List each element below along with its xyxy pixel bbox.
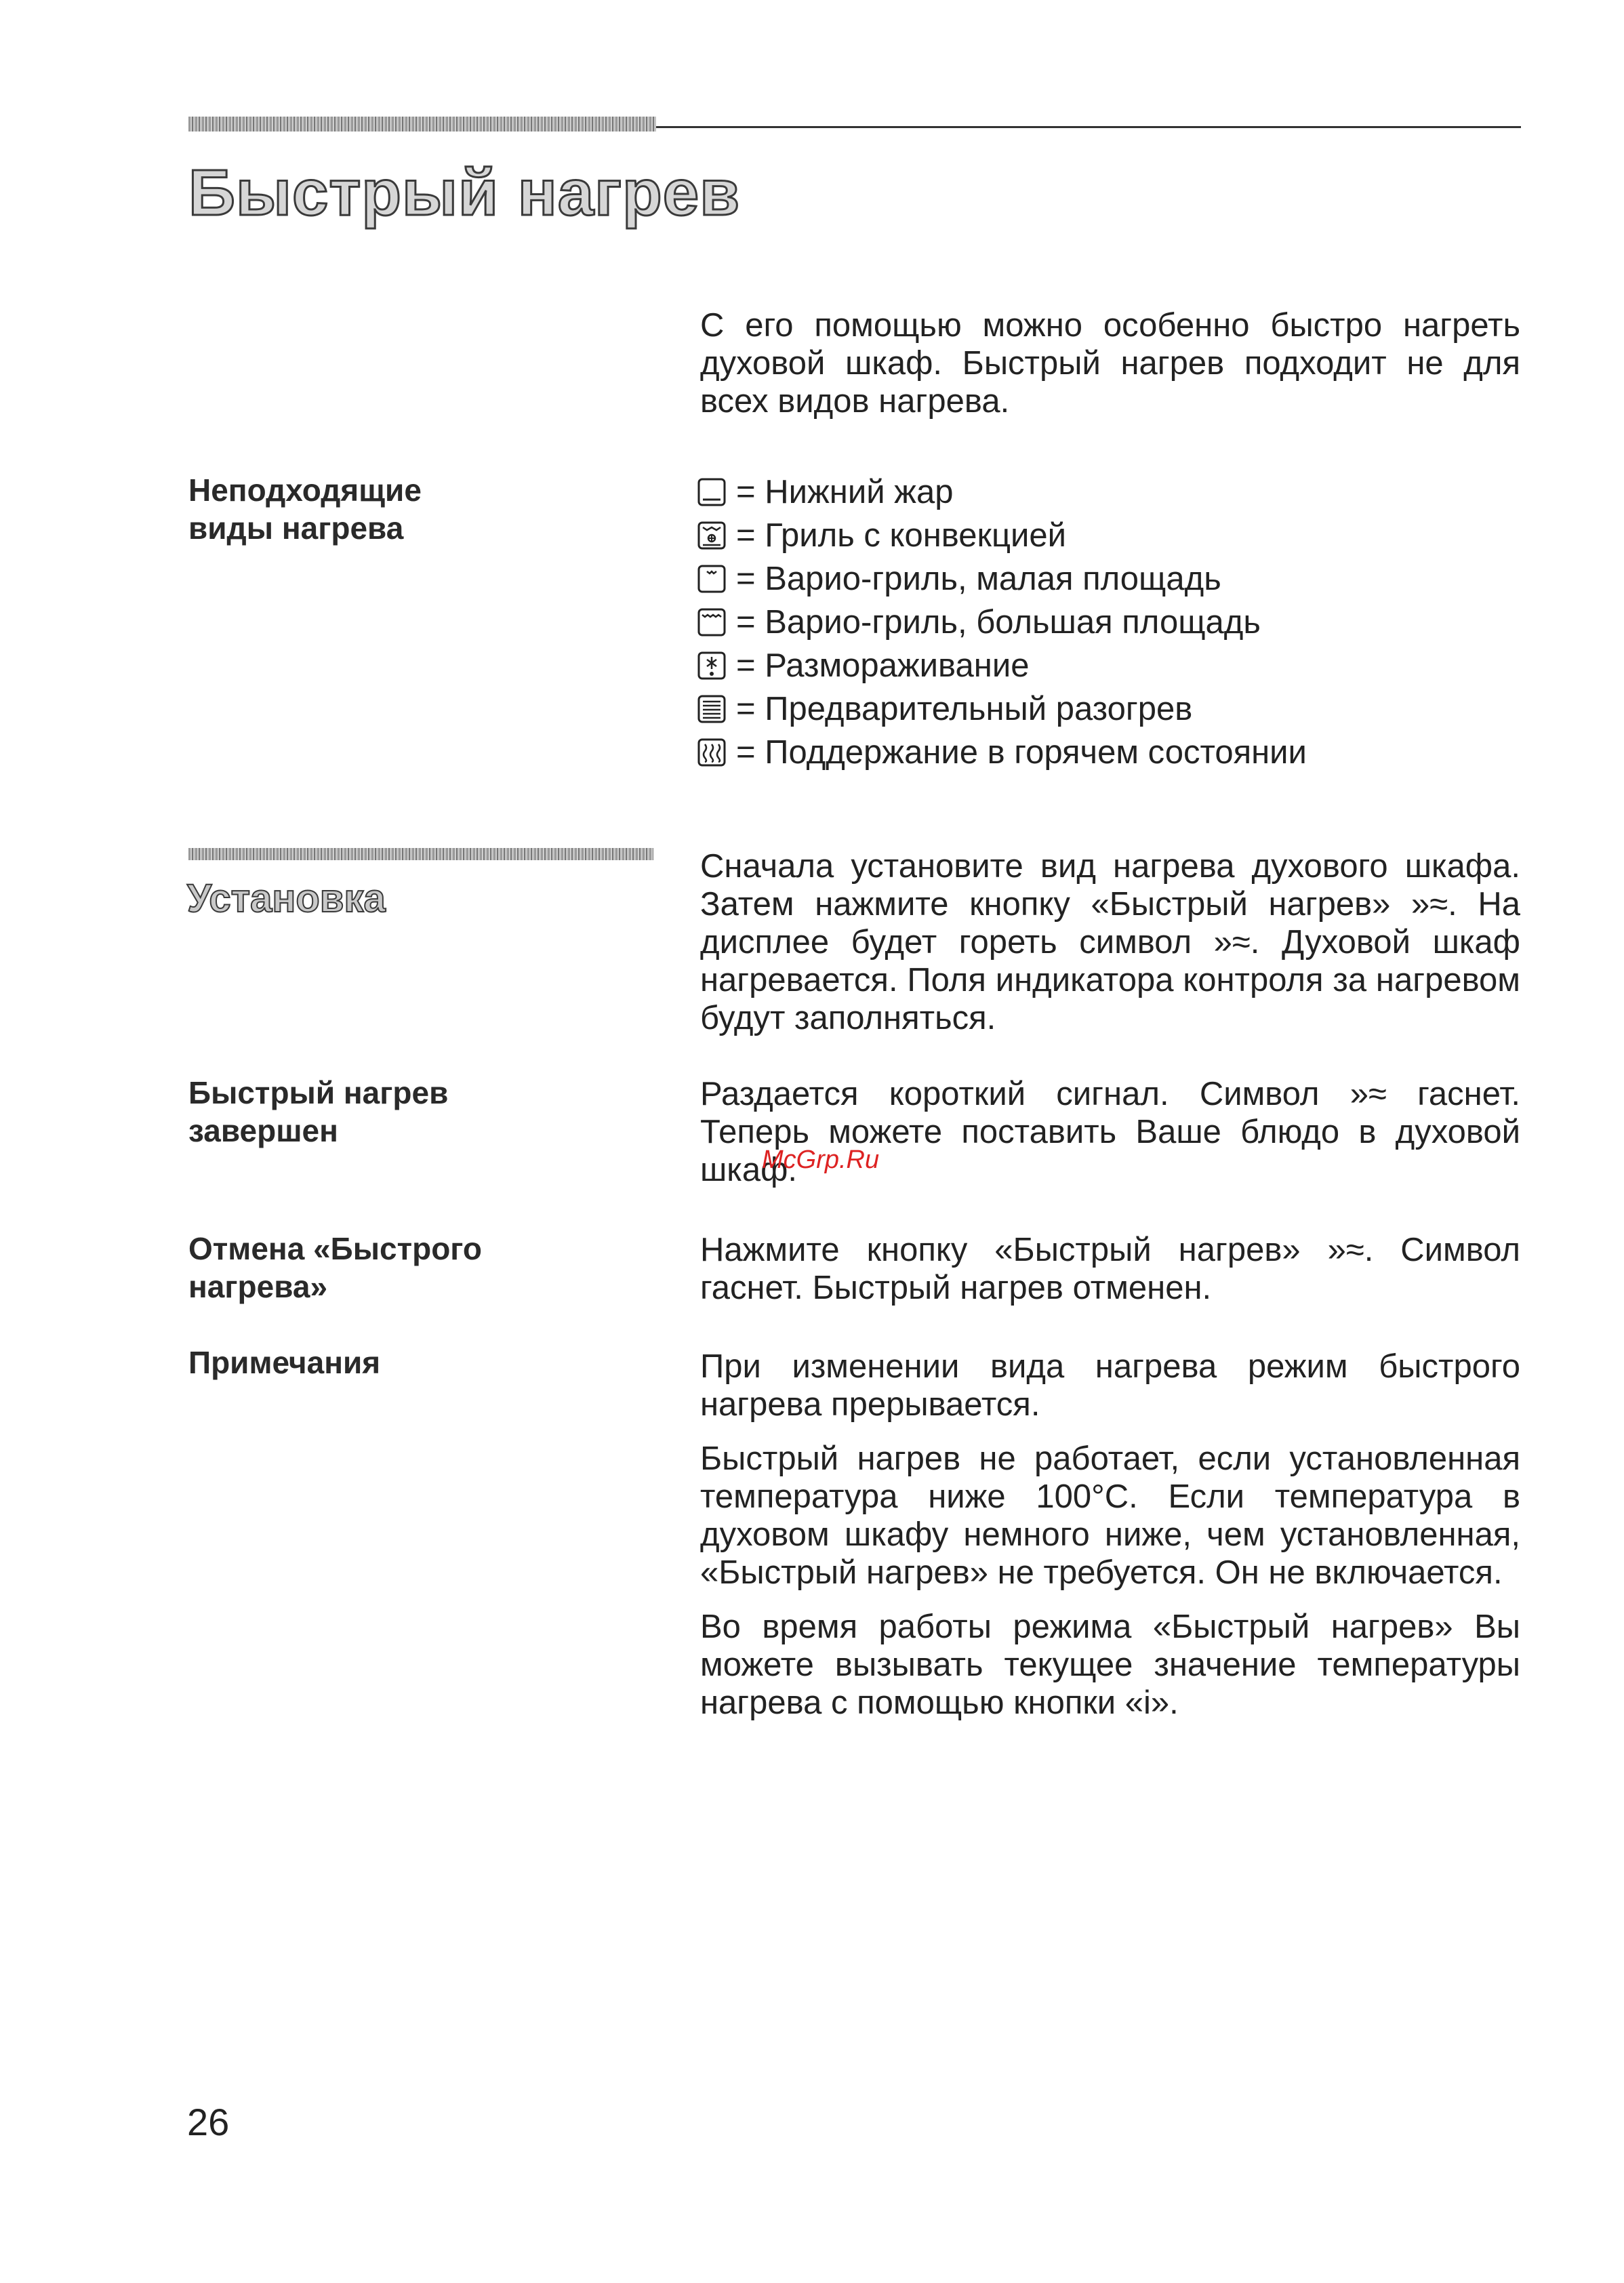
list-item — [697, 557, 1520, 601]
header-hatch-bar — [188, 117, 656, 132]
cancel-text: Нажмите кнопку «Быстрый нагрев» »≈. Символ гаснет. Быстрый нагрев отменен. — [700, 1232, 1520, 1306]
list-item-text: = Варио-гриль, малая площадь — [736, 561, 1221, 597]
vario-grill-large-icon — [697, 607, 727, 637]
page-title: Быстрый нагрев — [188, 157, 741, 229]
list-item — [697, 731, 1520, 774]
setup-heading: Установка — [187, 876, 386, 921]
vario-grill-small-icon — [697, 564, 727, 594]
header-rule — [656, 126, 1521, 128]
list-item — [697, 514, 1520, 557]
convection-grill-icon — [697, 521, 727, 550]
keep-warm-icon — [697, 738, 727, 767]
page-number: 26 — [187, 2101, 230, 2143]
list-item-text: = Предварительный разогрев — [736, 691, 1193, 727]
notes-label: Примечания — [188, 1345, 381, 1380]
preheat-icon — [697, 694, 727, 724]
notes-text — [700, 1348, 1520, 1738]
unsuitable-modes-list — [697, 470, 1520, 774]
done-text: Раздается короткий сигнал. Символ »≈ гаснет. Теперь можете поставить Ваше блюдо в духовой шкаф. — [700, 1076, 1520, 1188]
list-item-text: = Варио-гриль, большая площадь — [736, 604, 1261, 641]
watermark: McGrp.Ru — [762, 1146, 880, 1174]
list-item-text: = Нижний жар — [736, 474, 954, 510]
list-item — [697, 687, 1520, 731]
bottom-heat-icon — [697, 477, 727, 507]
note-paragraph: Во время работы режима «Быстрый нагрев» Вы можете вызывать текущее значение температуры нагрева с помощью кнопки «i». — [700, 1609, 1520, 1721]
done-label: Быстрый нагрев завершен — [188, 1075, 449, 1148]
setup-text: Сначала установите вид нагрева духового шкафа. Затем нажмите кнопку «Быстрый нагрев» »≈. На дисплее будет гореть символ »≈. Духовой шкаф нагревается. Поля индикатора контроля за нагревом будут заполняться. — [700, 848, 1520, 1036]
list-item — [697, 470, 1520, 514]
note-paragraph: Быстрый нагрев не работает, если установленная температура ниже 100°C. Если температура в духовом шкафу немного ниже, чем установленная, «Быстрый нагрев» не требуется. Он не включается. — [700, 1440, 1520, 1591]
intro-text: С его помощью можно особенно быстро нагреть духовой шкаф. Быстрый нагрев подходит не для всех видов нагрева. — [700, 307, 1520, 420]
cancel-label: Отмена «Быстрого нагрева» — [188, 1231, 482, 1304]
defrost-icon — [697, 651, 727, 681]
section-hatch-bar — [188, 848, 653, 860]
unsuitable-label: Неподходящие виды нагрева — [188, 472, 422, 546]
list-item — [697, 601, 1520, 644]
list-item-text: = Гриль с конвекцией — [736, 517, 1067, 554]
list-item-text: = Поддержание в горячем состоянии — [736, 734, 1307, 771]
note-paragraph: При изменении вида нагрева режим быстрого нагрева прерывается. — [700, 1348, 1520, 1423]
list-item-text: = Размораживание — [736, 647, 1030, 684]
list-item — [697, 644, 1520, 687]
